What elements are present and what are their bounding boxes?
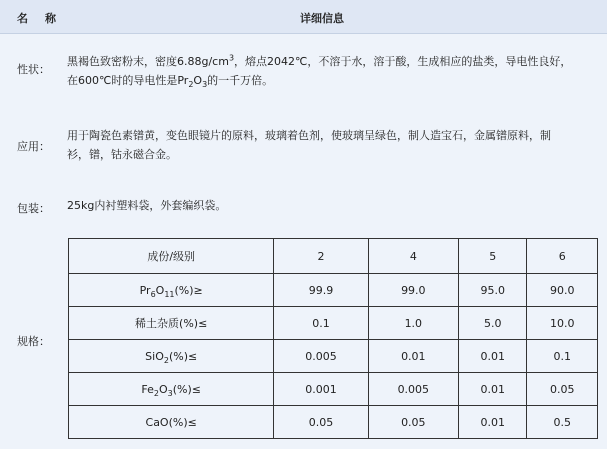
spec-value-cell: 0.01 — [458, 406, 527, 439]
spec-value-cell: 0.01 — [368, 340, 458, 373]
application-text: 用于陶瓷色素镨黄，变色眼镜片的原料，玻璃着色剂，使玻璃呈绿色，制人造宝石，金属镨原料，制 衫，镨，钴永磁合金。 — [67, 129, 551, 161]
spec-value-cell: 0.1 — [527, 340, 598, 373]
spec-component-name: CaO(%)≤ — [69, 406, 274, 439]
spec-value-cell: 10.0 — [527, 307, 598, 340]
spec-value-cell: 99.9 — [274, 274, 368, 307]
spec-value-cell: 0.1 — [274, 307, 368, 340]
table-row — [69, 274, 598, 307]
spec-header-grade: 2 — [274, 239, 368, 274]
spec-value-cell: 1.0 — [368, 307, 458, 340]
table-header — [0, 0, 607, 34]
spec-value-cell: 0.05 — [368, 406, 458, 439]
spec-component-name: SiO$_2$(%)≤ — [69, 340, 274, 373]
spec-label: 规格： — [17, 335, 50, 348]
table-row — [69, 307, 598, 340]
spec-header-grade: 4 — [368, 239, 458, 274]
spec-value-cell: 0.01 — [458, 340, 527, 373]
table-row — [69, 406, 598, 439]
application-label: 应用： — [17, 140, 50, 153]
spec-value-cell: 0.005 — [368, 373, 458, 406]
spec-value-cell: 90.0 — [527, 274, 598, 307]
spec-value-cell: 95.0 — [458, 274, 527, 307]
spec-table — [68, 238, 598, 439]
spec-value-cell: 0.05 — [527, 373, 598, 406]
packaging-label: 包装： — [17, 202, 50, 215]
table-row — [69, 340, 598, 373]
spec-value-cell: 0.005 — [274, 340, 368, 373]
spec-value-cell: 0.01 — [458, 373, 527, 406]
table-row — [69, 373, 598, 406]
spec-header-grade: 6 — [527, 239, 598, 274]
detail-heading: 详细信息 — [300, 12, 344, 25]
spec-header-component: 成份/级别 — [69, 239, 274, 274]
spec-value-cell: 99.0 — [368, 274, 458, 307]
packaging-text: 25kg内衬塑料袋，外套编织袋。 — [67, 199, 227, 212]
spec-component-name: $Pr_6O_{11}(\%)\ge$ — [69, 274, 274, 307]
spec-component-name: 稀土杂质(%)≤ — [69, 307, 274, 340]
spec-value-cell: 5.0 — [458, 307, 527, 340]
spec-value-cell: 0.5 — [527, 406, 598, 439]
spec-value-cell: 0.05 — [274, 406, 368, 439]
name-heading: 名 称 — [17, 12, 57, 25]
spec-component-name: $Fe_2O_3(\%)\le$ — [69, 373, 274, 406]
spec-header-grade: 5 — [458, 239, 527, 274]
properties-label: 性状： — [17, 63, 50, 76]
spec-value-cell: 0.001 — [274, 373, 368, 406]
spec-header-row — [69, 239, 598, 274]
properties-text: 黑褐色致密粉末，密度$6.88g/cm^3$，熔点2042℃，不溶于水，溶于酸，生成相应的盐类，导电性良好， 在600℃时的导电性是$Pr_2O_3$的一千万倍。 — [67, 53, 572, 90]
